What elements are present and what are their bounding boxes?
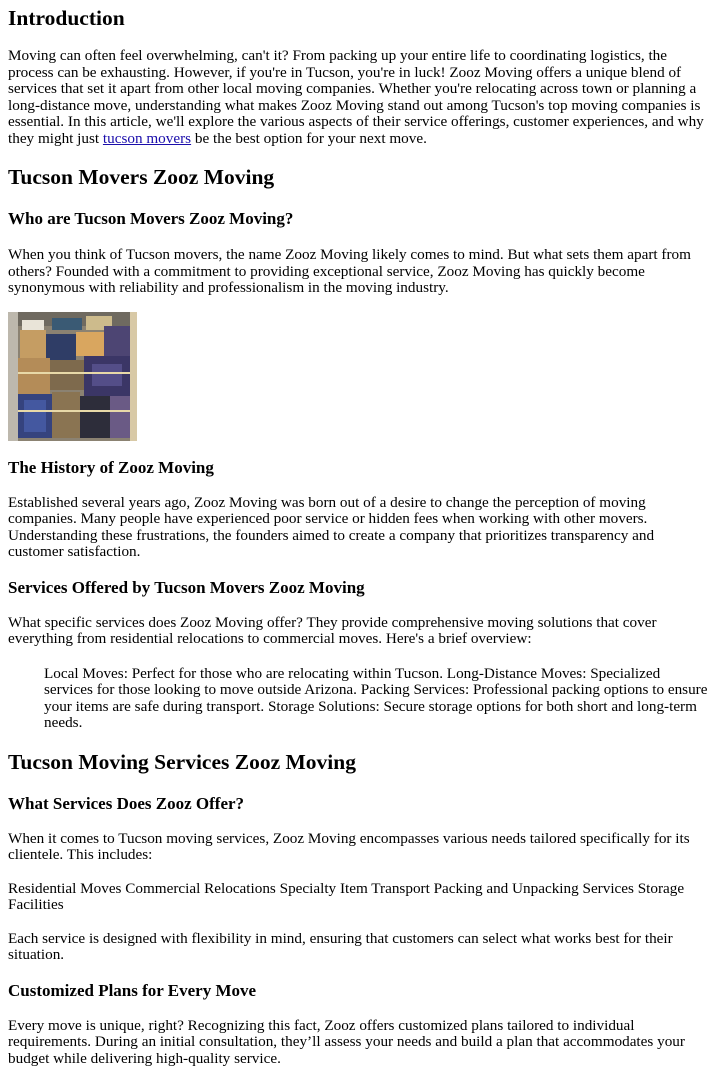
what-services-paragraph: When it comes to Tucson moving services, Zooz Moving encompasses various needs tailored specifically for its clientele. This includes: <box>8 831 712 864</box>
flexibility-paragraph: Each service is designed with flexibility in mind, ensuring that customers can select what works best for their situation. <box>8 931 712 964</box>
section-heading-moving-services: Tucson Moving Services Zooz Moving <box>8 750 712 774</box>
history-paragraph: Established several years ago, Zooz Moving was born out of a desire to change the perception of moving companies. Many people have experienced poor service or hidden fees when working with other movers. Understanding these frustrations, the founders aimed to create a company that prioritizes transparency and customer satisfaction. <box>8 495 712 561</box>
who-paragraph: When you think of Tucson movers, the name Zooz Moving likely comes to mind. But what sets them apart from others? Founded with a commitment to providing exceptional service, Zooz Moving has quickly become synonymous with reliability and professionalism in the moving industry. <box>8 247 712 297</box>
services-overview-quote: Local Moves: Perfect for those who are relocating within Tucson. Long-Distance Moves: Specialized services for those looking to move outside Arizona. Packing Services: Professional packing options to ensure your items are safe during transport. Storage Solutions: Secure storage options for both short and long-term needs. <box>44 666 712 732</box>
section-heading-tucson-movers: Tucson Movers Zooz Moving <box>8 165 712 189</box>
intro-paragraph <box>8 48 712 147</box>
tucson-movers-link[interactable]: tucson movers <box>103 130 191 147</box>
moving-truck-photo <box>8 312 712 441</box>
page-title: Introduction <box>8 0 712 30</box>
subheading-what-services: What Services Does Zooz Offer? <box>8 794 712 814</box>
subheading-history: The History of Zooz Moving <box>8 458 712 478</box>
intro-text-before-link: Moving can often feel overwhelming, can't it? From packing up your entire life to coordinating logistics, the process can be exhausting. However, if you're in Tucson, you're in luck! Zooz Moving offers a unique blend of services that set it apart from other local moving companies. Whether you're relocating across town or planning a long-distance move, understanding what makes Zooz Moving stand out among Tucson's top moving companies is essential. In this article, we'll explore the various aspects of their service offerings, customer experiences, and why they might just <box>8 47 704 147</box>
customized-plans-paragraph: Every move is unique, right? Recognizing this fact, Zooz offers customized plans tailored to individual requirements. During an initial consultation, they’ll assess your needs and build a plan that accommodates your budget while delivering high-quality service. <box>8 1018 712 1067</box>
services-offered-paragraph: What specific services does Zooz Moving offer? They provide comprehensive moving solutions that cover everything from residential relocations to commercial moves. Here's a brief overview: <box>8 615 712 648</box>
service-list: Residential Moves Commercial Relocations Specialty Item Transport Packing and Unpacking Services Storage Facilities <box>8 881 712 914</box>
intro-text-after-link: be the best option for your next move. <box>191 130 427 147</box>
subheading-customized-plans: Customized Plans for Every Move <box>8 981 712 1001</box>
subheading-services-offered: Services Offered by Tucson Movers Zooz Moving <box>8 578 712 598</box>
subheading-who: Who are Tucson Movers Zooz Moving? <box>8 209 712 229</box>
